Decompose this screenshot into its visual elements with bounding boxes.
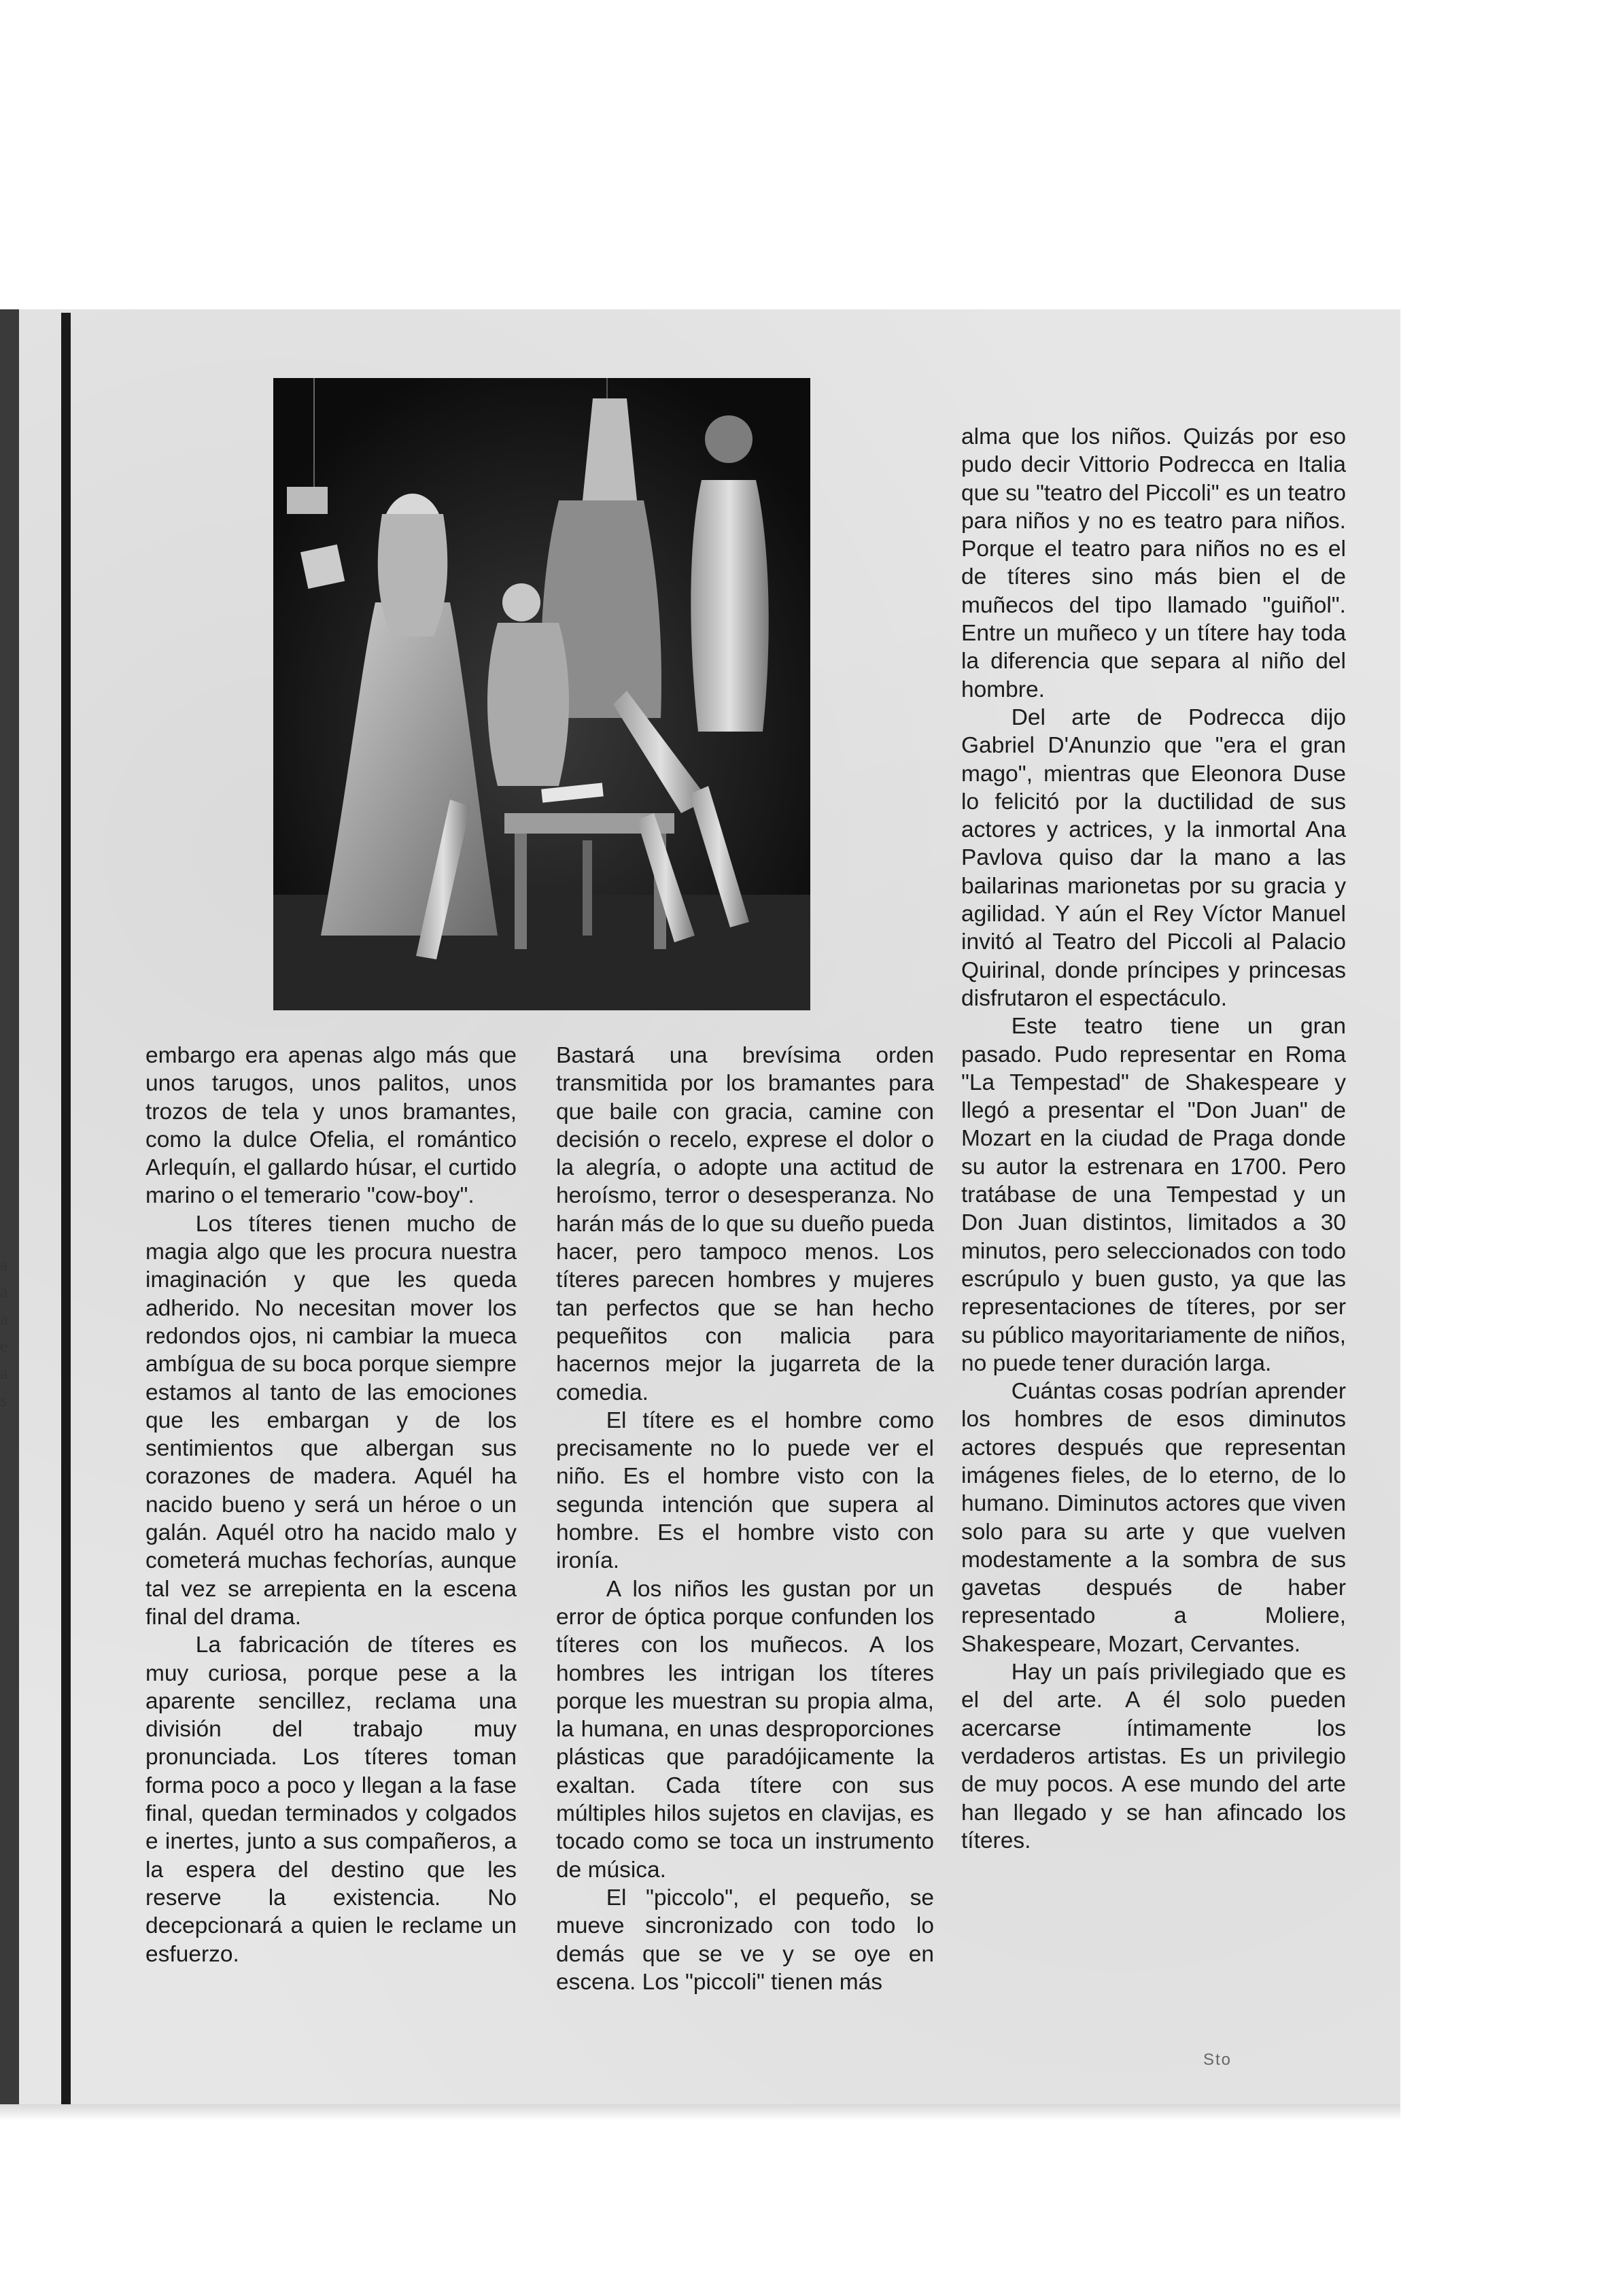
margin-letter: a xyxy=(0,1363,8,1383)
paragraph: El "piccolo", el pequeño, se mueve sincronizado con todo lo demás que se ve y se oye en escena. Los "piccoli" tienen más xyxy=(556,1885,934,1995)
left-margin-fragments xyxy=(0,1251,10,1414)
paragraph: Del arte de Podrecca dijo Gabriel D'Anunzio que "era el gran mago", mientras que Eleonora Duse lo felicitó por la ductilidad de sus actores y actrices, y la inmortal Ana Pavlova quiso dar la mano a las bailarinas marionetas por su gracia y agilidad. Y aún el Rey Víctor Manuel invitó al Teatro del Piccoli al Palacio Quirinal, donde príncipes y princesas disfrutaron el espectáculo. xyxy=(961,704,1346,1011)
margin-letter: a xyxy=(0,1282,8,1301)
paragraph: Bastará una brevísima orden transmitida por los bramantes para que baile con gracia, camine con decisión o recelo, exprese el dolor o la alegría, o adopte una actitud de heroísmo, terror o desesperanza. No harán más de lo que su dueño pueda hacer, pero tampoco menos. Los títeres parecen hombres y mujeres tan perfectos que se han hecho pequeñitos con malicia para hacernos mejor la jugarreta de la comedia. xyxy=(556,1043,934,1405)
paragraph: Cuántas cosas podrían aprender los hombres de esos diminutos actores después que representan imágenes fieles, de lo eterno, de lo humano. Diminutos actores que viven solo para su arte y que vuelven modestamente a la sombra de sus gavetas después de haber representado a Moliere, Shakespeare, Mozart, Cervantes. xyxy=(961,1379,1346,1657)
paragraph: alma que los niños. Quizás por eso pudo decir Vittorio Podrecca en Italia que su "teatro del Piccoli" es un teatro para niños y no es teatro para niños. Porque el teatro para niños no es el de títeres sino más bien el de muñecos del tipo llamado "guiñol". Entre un muñeco y un títere hay toda la diferencia que separa al niño del hombre. xyxy=(961,424,1346,702)
page-number: Sto xyxy=(1203,2051,1232,2069)
paragraph: El títere es el hombre como precisamente no lo puede ver el niño. Es el hombre visto con la segunda intención que supera al hombre. Es el hombre visto con ironía. xyxy=(556,1407,934,1574)
paragraph: A los niños les gustan por un error de óptica porque confunden los títeres con los muñecos. A los hombres les intrigan los títeres porque les muestran su propia alma, la humana, en unas desproporciones plásticas que paradójicamente la exaltan. Cada títere con sus múltiples hilos sujetos en clavijas, es tocado como se toca un instrumento de música. xyxy=(556,1576,934,1883)
article-column-1 xyxy=(145,1042,517,1968)
puppet-photo-illustration xyxy=(273,378,810,1010)
page-shadow xyxy=(0,2104,1400,2121)
article-column-3 xyxy=(961,423,1346,1855)
margin-letter: s xyxy=(0,1390,7,1410)
paragraph: embargo era apenas algo más que unos tarugos, unos palitos, unos trozos de tela y unos bramantes, como la dulce Ofelia, el romántico Arlequín, el gallardo húsar, el curtido marino o el temerario "cow-boy". xyxy=(145,1043,517,1209)
article-column-2 xyxy=(556,1042,934,1996)
paragraph: La fabricación de títeres es muy curiosa, porque pese a la aparente sencillez, reclama una división del trabajo muy pronunciada. Los títeres toman forma poco a poco y llegan a la fase final, quedan terminados y colgados e inertes, junto a sus compañeros, a la espera del destino que les reserve la existencia. No decepcionará a quien le reclame un esfuerzo. xyxy=(145,1632,517,1967)
adjacent-page-edge xyxy=(0,309,19,2118)
paragraph: Este teatro tiene un gran pasado. Pudo representar en Roma "La Tempestad" de Shakespeare y llegó a presentar el "Don Juan" de Mozart en la ciudad de Praga donde su autor la estrenara en 1700. Pero tratábase de una Tempestad y un Don Juan distintos, limitados a 30 minutos, pero seleccionados con todo escrúpulo y buen gusto, ya que las representaciones de títeres, por ser su público mayoritariamente de niños, no puede tener duración larga. xyxy=(961,1014,1346,1376)
column-rule xyxy=(61,313,71,2108)
paragraph: Los títeres tienen mucho de magia algo que les procura nuestra imaginación y que les queda adherido. No necesitan mover los redondos ojos, ni cambiar la mueca ambígua de su boca porque siempre estamos al tanto de las emociones que les embargan y de los sentimientos que albergan sus corazones de madera. Aquél ha nacido bueno y será un héroe o un galán. Aquél otro ha nacido malo y cometerá muchas fechorías, aunque tal vez se arrepienta en la escena final del drama. xyxy=(145,1211,517,1630)
puppet-theatre-photo xyxy=(273,378,810,1010)
margin-letter: a xyxy=(0,1254,8,1274)
paragraph: Hay un país privilegiado que es el del arte. A él solo pueden acercarse íntimamente los verdaderos artistas. Es un privilegio de muy pocos. A ese mundo del arte han llegado y se han afincado los títeres. xyxy=(961,1660,1346,1853)
margin-letter: e xyxy=(0,1336,8,1356)
margin-letter: a xyxy=(0,1309,8,1329)
